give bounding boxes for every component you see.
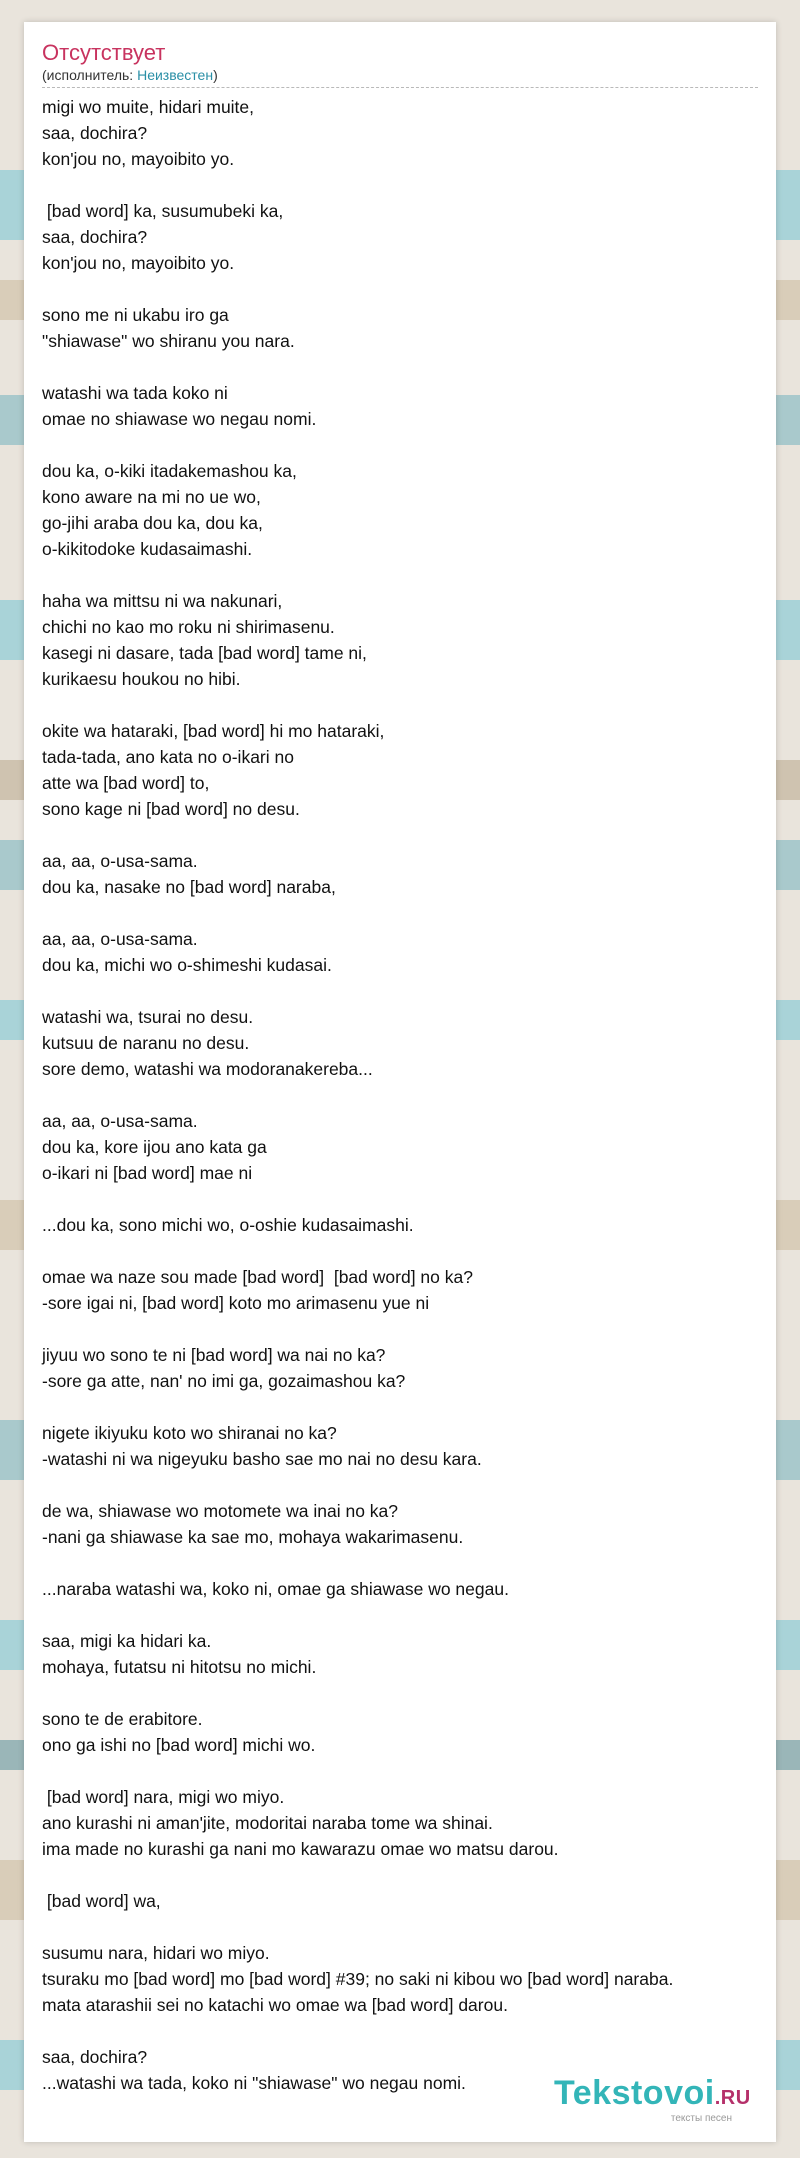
- artist-link[interactable]: Неизвестен: [137, 67, 214, 83]
- logo-name: Tekstovoi: [554, 2074, 715, 2112]
- song-title: Отсутствует: [42, 40, 166, 65]
- lyrics-card: [24, 22, 776, 2142]
- performer-line: [42, 66, 758, 88]
- performer-prefix: (исполнитель:: [42, 67, 138, 83]
- site-logo[interactable]: [554, 2076, 754, 2124]
- logo-tld: .RU: [714, 2087, 751, 2109]
- logo-wordmark: [554, 2076, 754, 2115]
- performer-suffix: ): [213, 67, 218, 83]
- lyrics-text: migi wo muite, hidari muite, saa, dochira? kon'jou no, mayoibito yo. [bad word] ka, susumubeki ka, saa, dochira? kon'jou no, mayoibito yo. sono me ni ukabu iro ga "shiawase" wo shiranu you nara. watashi wa tada koko ni omae no shiawase wo negau nomi. dou ka, o-kiki itadakemashou ka, kono aware na mi no ue wo, go-jihi araba dou ka, dou ka, o-kikitodoke kudasaimashi. haha wa mittsu ni wa nakunari, chichi no kao mo roku ni shirimasenu. kasegi ni dasare, tada [bad word] tame ni, kurikaesu houkou no hibi. okite wa hataraki, [bad word] hi mo hataraki, tada-tada, ano kata no o-ikari no atte wa [bad word] to, sono kage ni [bad word] no desu. aa, aa, o-usa-sama. dou ka, nasake no [bad word] naraba, aa, aa, o-usa-sama. dou ka, michi wo o-shimeshi kudasai. watashi wa, tsurai no desu. kutsuu de naranu no desu. sore demo, watashi wa modoranakereba... aa, aa, o-usa-sama. dou ka, kore ijou ano kata ga o-ikari ni [bad word] mae ni ...dou ka, sono michi wo, o-oshie kudasaimashi. omae wa naze sou made [bad word] [bad word] no ka? -sore igai ni, [bad word] koto mo arimasenu yue ni jiyuu wo sono te ni [bad word] wa nai no ka? -sore ga atte, nan' no imi ga, gozaimashou ka? nigete ikiyuku koto wo shiranai no ka? -watashi ni wa nigeyuku basho sae mo nai no desu kara. de wa, shiawase wo motomete wa inai no ka? -nani ga shiawase ka sae mo, mohaya wakarimasenu. ...naraba watashi wa, koko ni, omae ga shiawase wo negau. saa, migi ka hidari ka. mohaya, futatsu ni hitotsu no michi. sono te de erabitore. ono ga ishi no [bad word] michi wo. [bad word] nara, migi wo miyo. ano kurashi ni aman'jite, modoritai naraba tome wa shinai. ima made no kurashi ga nani mo kawarazu omae wo matsu darou. [bad word] wa, susumu nara, hidari wo miyo. tsuraku mo [bad word] mo [bad word] #39; no saki ni kibou wo [bad word] naraba. mata atarashii sei no katachi wo omae wa [bad word] darou. saa, dochira? ...watashi wa tada, koko ni "shiawase" wo negau nomi.: [42, 97, 674, 2093]
- logo-tagline: тексты песен: [670, 2113, 732, 2124]
